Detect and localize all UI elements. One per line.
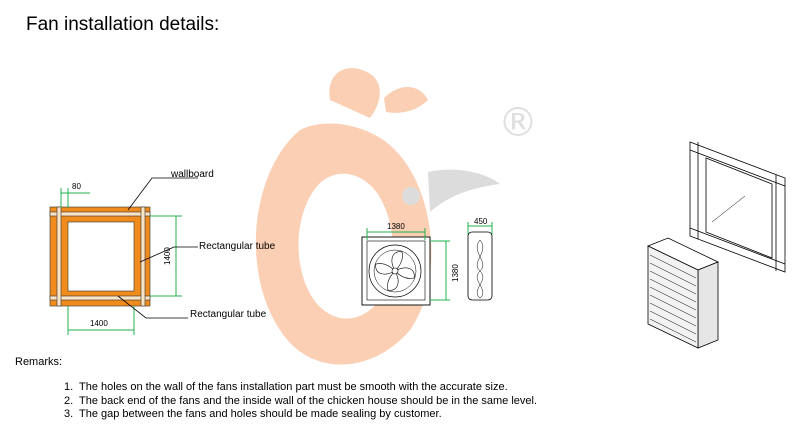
fan-height-label: 1380 <box>451 264 460 282</box>
isometric-installation-view <box>648 142 785 348</box>
fan-width-label: 1380 <box>387 222 405 231</box>
fan-height-dimension <box>430 241 450 300</box>
remark-item: 3. The gap between the fans and holes should be made sealing by customer. <box>64 408 442 420</box>
fan-side-view <box>468 217 492 300</box>
remark-item: 1. The holes on the wall of the fans installation part must be smooth with the accurate size. <box>64 381 508 393</box>
remark-item: 2. The back end of the fans and the inside wall of the chicken house should be in the same level. <box>64 394 538 407</box>
wall-frame-drawing <box>50 169 276 335</box>
wallboard-label: wallboard <box>171 169 214 180</box>
wall-opening <box>68 222 134 291</box>
rect-tube-side-label: Rectangular tube <box>199 241 276 252</box>
fan-depth-label: 450 <box>474 217 488 226</box>
remarks-heading: Remarks: <box>15 356 63 368</box>
frame-height-label: 1400 <box>163 247 172 265</box>
page-title: Fan installation details: <box>26 14 220 35</box>
board-width-dimension <box>61 188 90 208</box>
rect-tube-bottom-label: Rectangular tube <box>190 309 267 320</box>
watermark-logo <box>256 68 538 364</box>
remarks-list <box>64 381 537 422</box>
frame-width-label: 1400 <box>90 319 108 328</box>
registered-mark: ® <box>498 100 538 146</box>
board-width-label: 80 <box>72 182 81 191</box>
